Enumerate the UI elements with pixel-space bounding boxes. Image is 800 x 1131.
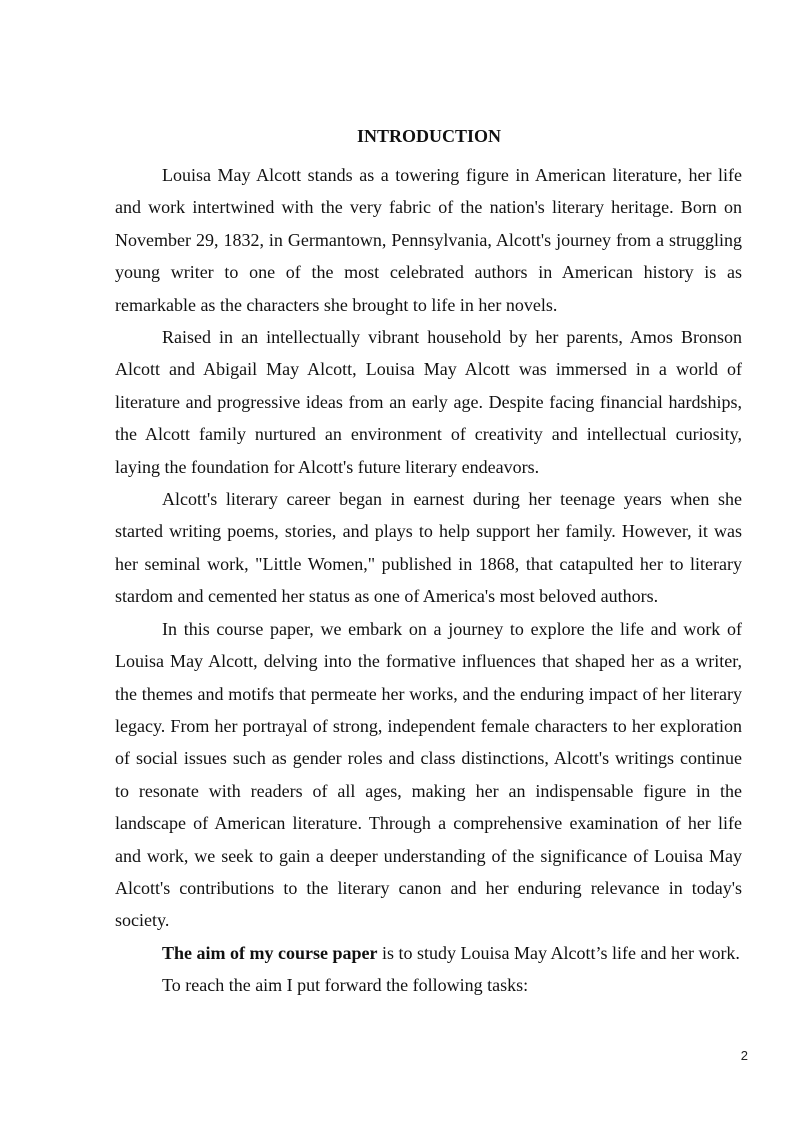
paragraph-career: Alcott's literary career began in earnest during her teenage years when she started writing poems, stories, and plays to help support her family. However, it was her seminal work, "Little Women," published in 1868, that catapulted her to literary stardom and cemented her status as one of America's most beloved authors. [115,489,742,607]
aim-bold-lead: The aim of my course paper [162,942,378,963]
paragraph-upbringing: Raised in an intellectually vibrant household by her parents, Amos Bronson Alcott and Abigail May Alcott, Louisa May Alcott was immersed in a world of literature and progressive ideas from an early age. Despite facing financial hardships, the Alcott family nurtured an environment of creativity and intellectual curiosity, laying the foundation for Alcott's future literary endeavors. [115,327,742,477]
paragraph-course-paper: In this course paper, we embark on a journey to explore the life and work of Louisa May Alcott, delving into the formative influences that shaped her as a writer, the themes and motifs that permeate her works, and the enduring impact of her literary legacy. From her portrayal of strong, independent female characters to her exploration of social issues such as gender roles and class distinctions, Alcott's writings continue to resonate with readers of all ages, making her an indispensable figure in the landscape of American literature. Through a comprehensive examination of her life and work, we seek to gain a deeper understanding of the significance of Louisa May Alcott's contributions to the literary canon and her enduring relevance in today's society. [115,618,742,931]
body-text [115,159,742,1002]
paragraph-tasks-intro: To reach the aim I put forward the following tasks: [162,975,529,996]
paragraph-intro: Louisa May Alcott stands as a towering figure in American literature, her life and work intertwined with the very fabric of the nation's literary heritage. Born on November 29, 1832, in Germantown, Pennsylvania, Alcott's journey from a struggling young writer to one of the most celebrated authors in American history is as remarkable as the characters she brought to life in her novels. [115,165,742,315]
page-number: 2 [740,1048,748,1063]
aim-text: is to study Louisa May Alcott’s life and her work. [377,942,740,963]
paragraph-aim [115,937,742,969]
section-heading: INTRODUCTION [356,126,502,146]
